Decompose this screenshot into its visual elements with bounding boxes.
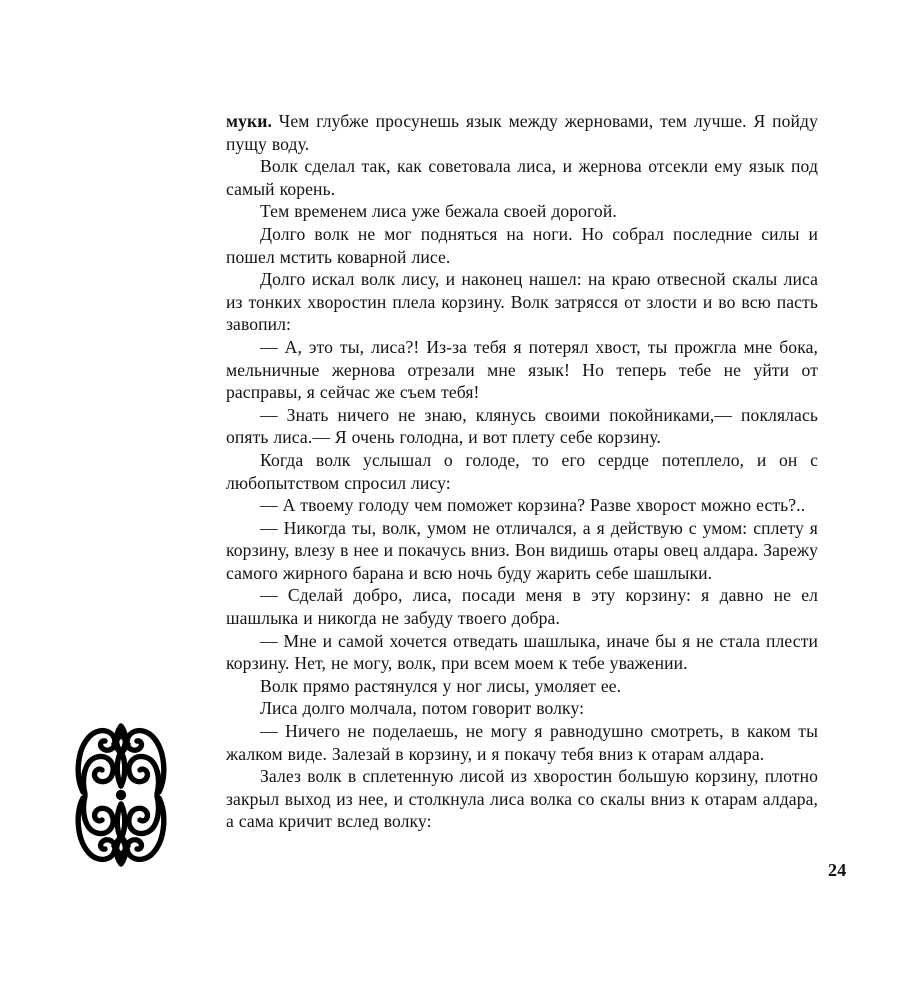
- paragraph: — Сделай добро, лиса, посади меня в эту корзину: я давно не ел шашлыка и никогда не забуду твоего добра.: [226, 585, 818, 629]
- paragraph: [226, 110, 818, 155]
- paragraph: Лиса долго молчала, потом говорит волку:: [260, 698, 585, 719]
- paragraph: Тем временем лиса уже бежала своей дорогой.: [260, 201, 617, 222]
- paragraph: — А твоему голоду чем поможет корзина? Разве хворост можно есть?..: [260, 495, 806, 516]
- paragraph-text: Чем глубже просунешь язык между жерновами, тем лучше. Я пойду пущу воду.: [226, 111, 818, 154]
- paragraph: Волк прямо растянулся у ног лисы, умоляет ее.: [260, 675, 622, 696]
- ornament-illustration: [71, 720, 171, 870]
- paragraph: Долго волк не мог подняться на ноги. Но собрал последние силы и пошел мстить коварной лисе.: [226, 223, 818, 267]
- paragraph: — Мне и самой хочется отведать шашлыка, иначе бы я не стала плести корзину. Нет, не могу, волк, при всем моем к тебе уважении.: [226, 630, 818, 674]
- paragraph: Волк сделал так, как советовала лиса, и жернова отсекли ему язык под самый корень.: [226, 156, 818, 199]
- paragraph: — Ничего не поделаешь, не могу я равнодушно смотреть, в каком ты жалком виде. Залезай в корзину, и я покачу тебя вниз к отарам алдара.: [226, 721, 818, 764]
- paragraph: Когда волк услышал о голоде, то его сердце потеплело, и он с любопытством спросил лису:: [226, 449, 818, 493]
- paragraph: Долго искал волк лису, и наконец нашел: на краю отвесной скалы лиса из тонких хворостин плела корзину. Волк затрясся от злости и во всю пасть завопил:: [226, 269, 818, 335]
- paragraph: — А, это ты, лиса?! Из-за тебя я потерял хвост, ты прожгла мне бока, мельничные жернова отрезали мне язык! Но теперь тебе не уйти от расправы, я сейчас же съем тебя!: [226, 336, 818, 403]
- paragraph: — Знать ничего не знаю, клянусь своими покойниками,— поклялась опять лиса.— Я очень голодна, и вот плету себе корзину.: [226, 404, 818, 448]
- text-column: [226, 110, 818, 833]
- paragraph: — Никогда ты, волк, умом не отличался, а я действую с умом: сплету я корзину, влезу в нее и покачусь вниз. Вон видишь отары овец алдара. Зарежу самого жирного барана и всю ночь буду жарить себе шашлыки.: [226, 517, 818, 583]
- page-number: 24: [828, 860, 847, 880]
- paragraph: Залез волк в сплетенную лисой из хворостин большую корзину, плотно закрыл выход из нее, и столкнула лиса волка со скалы вниз к отарам алдара, а сама кричит вслед волку:: [226, 766, 818, 832]
- paragraph-bold-lead: муки.: [226, 111, 272, 131]
